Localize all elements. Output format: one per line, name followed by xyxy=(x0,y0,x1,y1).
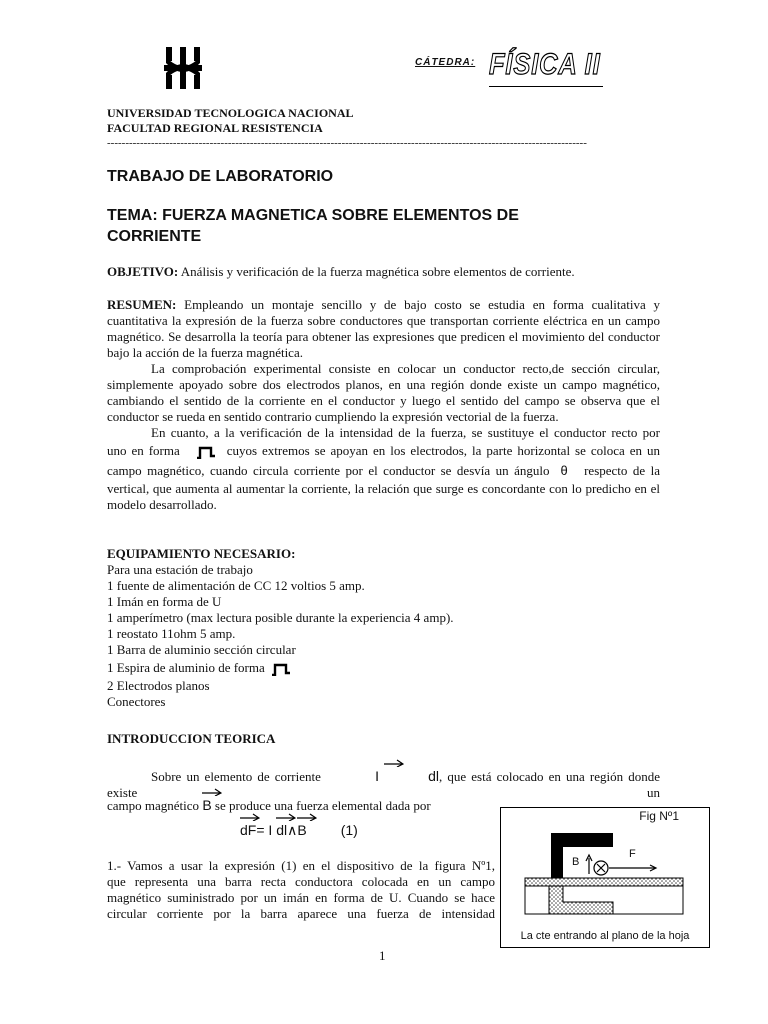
vector-arrow-icon xyxy=(240,813,260,821)
eq-equals: = I xyxy=(256,822,273,838)
theta-symbol: θ xyxy=(560,463,568,478)
resumen-p3-a: uno en forma xyxy=(107,443,180,458)
resumen-p3-line-1: En cuanto, a la verificación de la intensidad de la fuerza, se sustituye el conductor recto por xyxy=(151,425,660,440)
resumen-p3-line-2 xyxy=(107,441,660,461)
vector-arrow-icon xyxy=(384,759,404,767)
vector-arrow-icon xyxy=(276,813,296,821)
dF-vector xyxy=(240,822,256,838)
resumen-p3-rest: vertical, que aumenta al aumentar la corriente, la relación que surge es concordante con lo predicho en el modelo desarrollado. xyxy=(107,481,660,512)
equation-number: (1) xyxy=(340,822,358,838)
eq-wedge: ∧ xyxy=(287,822,298,838)
equipamiento-item-label: 1 Espira de aluminio de forma xyxy=(107,660,265,675)
page-number: 1 xyxy=(379,948,386,963)
intro-paragraph-line: magnético suministrado por un imán en forma de U. Cuando se hace xyxy=(107,890,495,905)
faculty-name: FACULTAD REGIONAL RESISTENCIA xyxy=(107,121,323,135)
figure-F-label: F xyxy=(629,848,636,860)
intro-l1-b: , que está colocado en una región donde existe un xyxy=(107,769,661,800)
B-text: B xyxy=(202,797,212,813)
resumen-p1-first: Empleando un montaje sencillo y de bajo costo se estudia en forma cualitativa y xyxy=(176,297,660,312)
intro-line-2 xyxy=(107,797,431,814)
equipamiento xyxy=(107,546,507,710)
figure-label: Fig Nº1 xyxy=(639,809,679,823)
intro-paragraph xyxy=(107,858,495,922)
resumen-p3-b: cuyos extremos se apoyan en los electrodos, la parte horizontal se coloca en un xyxy=(226,443,661,458)
introduccion-heading: INTRODUCCION TEORICA xyxy=(107,731,276,746)
inverted-u-loop-icon xyxy=(271,662,291,676)
subject-underline xyxy=(489,86,603,87)
resumen-p3-line-3 xyxy=(107,461,660,481)
resumen-p3-c: campo magnético, cuando circula corriente por el conductor se desvía un ángulo xyxy=(107,463,550,478)
objetivo-text: Análisis y verificación de la fuerza magnética sobre elementos de corriente. xyxy=(178,264,575,279)
figure-1 xyxy=(500,807,710,948)
figure-B-label: B xyxy=(572,856,580,868)
intro-l2-b: se produce una fuerza elemental dada por xyxy=(214,798,431,813)
intro-l1-a: Sobre un elemento de corriente xyxy=(151,769,321,784)
dF-text: dF xyxy=(240,822,257,838)
eq-dl-text: dl xyxy=(276,822,288,838)
equipamiento-heading: EQUIPAMIENTO NECESARIO: xyxy=(107,546,296,561)
resumen xyxy=(107,297,660,513)
intro-paragraph-line: 1.- Vamos a usar la expresión (1) en el dispositivo de la figura Nº1, xyxy=(107,858,495,873)
vector-arrow-icon xyxy=(297,813,317,821)
tema-line-1: TEMA: FUERZA MAGNETICA SOBRE ELEMENTOS DE xyxy=(107,207,519,224)
figure-caption: La cte entrando al plano de la hoja xyxy=(520,930,690,942)
vector-arrow-icon xyxy=(202,788,222,796)
resumen-line-1 xyxy=(107,297,660,313)
current-symbol-I: I xyxy=(375,768,380,784)
equipamiento-item: 1 amperímetro (max lectura posible durante la experiencia 4 amp). xyxy=(107,610,454,625)
utn-logo-icon xyxy=(162,45,204,91)
intro-paragraph-line: circular corriente por la barra aparece una fuerza de intensidad xyxy=(107,906,495,921)
dl-text: dl xyxy=(428,768,440,784)
B-vector xyxy=(202,797,211,813)
university-name: UNIVERSIDAD TECNOLOGICA NACIONAL xyxy=(107,106,354,120)
dl-vector xyxy=(384,768,439,784)
objetivo-label: OBJETIVO: xyxy=(107,264,179,279)
document-title: TRABAJO DE LABORATORIO xyxy=(107,168,334,185)
separator-line: ----------------------------------------------------------------------------------------------------------------------------------- xyxy=(107,137,587,149)
tema-line-2: CORRIENTE xyxy=(107,228,202,245)
equipamiento-item: 1 reostato 11ohm 5 amp. xyxy=(107,626,236,641)
resumen-p1-rest: cuantitativa la expresión de la fuerza sobre conductores que transportan corriente eléctrica en un campo magnético. Se desarrolla la teoría para obtener las expresiones que predicen el movimiento del conductor bajo la acción de la fuerza magnética. xyxy=(107,313,660,360)
resumen-label: RESUMEN: xyxy=(107,297,177,312)
eq-B-vector xyxy=(297,822,306,838)
equipamiento-item: 1 fuente de alimentación de CC 12 voltios 5 amp. xyxy=(107,578,365,593)
intro-paragraph-line: que representa una barra recta conductora colocada en un campo xyxy=(107,874,495,889)
equation-1 xyxy=(240,822,358,839)
resumen-p3-d: respecto de la xyxy=(584,463,661,478)
eq-dl-vector xyxy=(276,822,287,838)
objetivo xyxy=(107,264,667,280)
eq-B-text: B xyxy=(297,822,307,838)
equipamiento-item: Conectores xyxy=(107,694,166,709)
magnet-diagram xyxy=(501,808,709,947)
resumen-p2: La comprobación experimental consiste en colocar un conductor recto,de sección circular, simplemente apoyado sobre dos electrodos planos, en una región donde existe un campo magnético, cambiando el sentido de la corriente en el conductor y luego el sentido del campo se observa que el conductor se rueda en sentido contrario cumpliendo la expresión vectorial de la fuerza. xyxy=(107,361,660,424)
catedra-label: CÁTEDRA: xyxy=(415,57,476,68)
subject-title: FÍSICA II xyxy=(489,48,601,81)
equipamiento-item: Para una estación de trabajo xyxy=(107,562,253,577)
inverted-u-loop-icon xyxy=(195,445,217,459)
equipamiento-item: 2 Electrodos planos xyxy=(107,678,210,693)
equipamiento-item-espira xyxy=(107,658,507,678)
equipamiento-item: 1 Imán en forma de U xyxy=(107,594,222,609)
equipamiento-item: 1 Barra de aluminio sección circular xyxy=(107,642,296,657)
intro-l2-a: campo magnético xyxy=(107,798,200,813)
